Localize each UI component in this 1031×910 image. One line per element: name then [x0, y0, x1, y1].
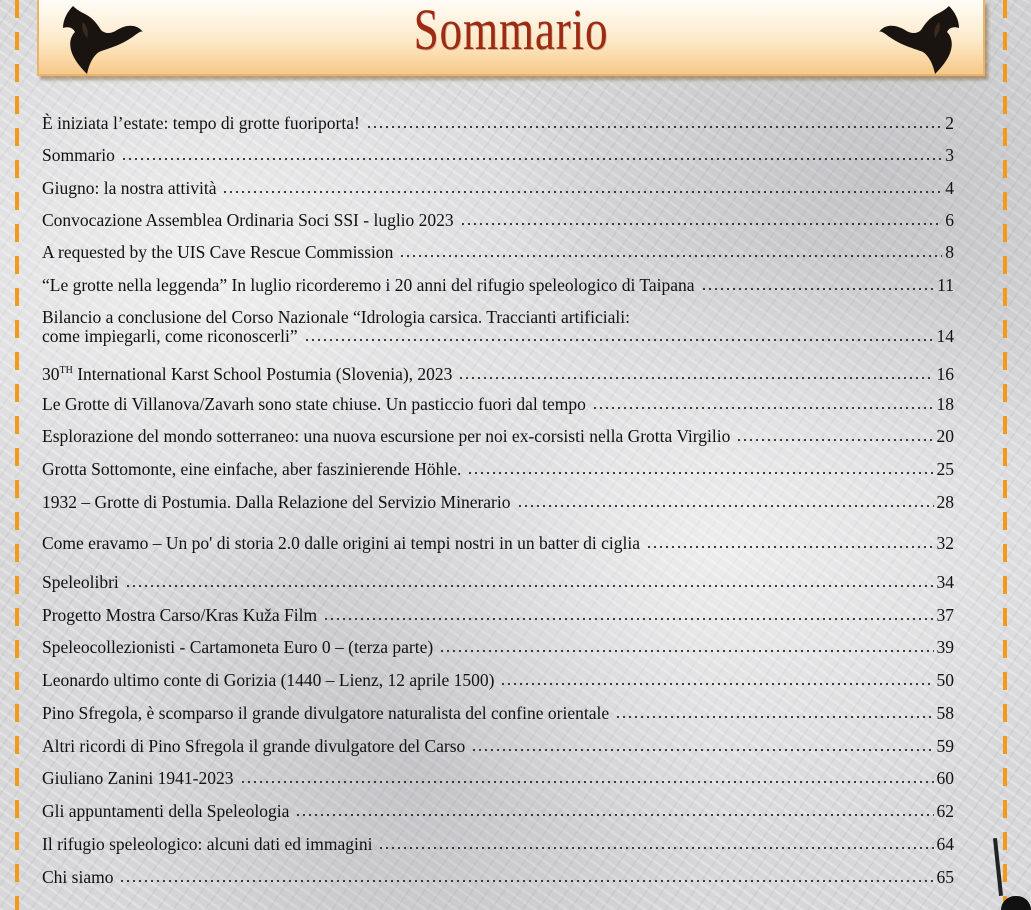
- toc-entry-page: 64: [936, 834, 954, 854]
- toc-entry-page: 20: [936, 426, 954, 446]
- toc-entry-title: Sommario: [42, 145, 115, 165]
- toc-entry[interactable]: [42, 604, 954, 626]
- toc-leader-dots: [295, 803, 933, 817]
- page-title: Sommario: [413, 0, 609, 62]
- toc-entry[interactable]: [42, 177, 954, 199]
- toc-leader-dots: [701, 277, 935, 291]
- toc-leader-dots: [121, 147, 942, 161]
- bat-icon: [879, 2, 969, 78]
- toc-entry[interactable]: [42, 636, 954, 658]
- toc-entry-title: Giuliano Zanini 1941-2023: [42, 768, 234, 788]
- toc-entry[interactable]: [42, 833, 954, 855]
- toc-entry-page: 11: [937, 275, 954, 295]
- toc-entry[interactable]: [42, 209, 954, 231]
- toc-entry-page: 34: [936, 572, 954, 592]
- toc-entry-page: 25: [936, 459, 954, 479]
- toc-leader-dots: [378, 836, 933, 850]
- toc-entry-page: 2: [945, 113, 954, 133]
- toc-entry-title: Esplorazione del mondo sotterraneo: una nuova escursione per noi ex-corsisti nella Grotta Virgilio: [42, 426, 731, 446]
- toc-entry[interactable]: [42, 307, 954, 345]
- toc-entry-title: Grotta Sottomonte, eine einfache, aber faszinierende Höhle.: [42, 459, 462, 479]
- toc-leader-dots: [471, 738, 933, 752]
- toc-entry-page: 50: [936, 670, 954, 690]
- toc-entry-title: Il rifugio speleologico: alcuni dati ed immagini: [42, 834, 373, 854]
- toc-leader-dots: [460, 212, 943, 226]
- toc-entry[interactable]: [42, 274, 954, 296]
- toc-entry-title: Altri ricordi di Pino Sfregola il grande divulgatore del Carso: [42, 736, 466, 756]
- toc-entry-continuation: [42, 327, 954, 345]
- toc-entry-page: 6: [945, 210, 954, 230]
- toc-entry-page: 37: [936, 605, 954, 625]
- toc-entry-title: Leonardo ultimo conte di Gorizia (1440 – Lienz, 12 aprile 1500): [42, 670, 495, 690]
- toc-entry-title: Giugno: la nostra attività: [42, 178, 217, 198]
- toc-entry[interactable]: [42, 491, 954, 513]
- toc-entry-title: Convocazione Assemblea Ordinaria Soci SSI - luglio 2023: [42, 210, 454, 230]
- toc-entry[interactable]: [42, 866, 954, 888]
- page-header: [37, 0, 985, 76]
- toc-leader-dots: [222, 180, 942, 194]
- toc-entry-title-superscript: TH: [59, 365, 73, 376]
- toc-entry[interactable]: [42, 393, 954, 415]
- toc-entry-title: Speleocollezionisti - Cartamoneta Euro 0 – (terza parte): [42, 637, 434, 657]
- toc-entry-title: Bilancio a conclusione del Corso Nazionale “Idrologia carsica. Traccianti artificiali:: [42, 307, 630, 327]
- toc-entry[interactable]: [42, 735, 954, 757]
- toc-entry[interactable]: [42, 767, 954, 789]
- toc-entry-page: 18: [936, 394, 954, 414]
- toc-entry-title: Le Grotte di Villanova/Zavarh sono state chiuse. Un pasticcio fuori dal tempo: [42, 394, 586, 414]
- toc-leader-dots: [399, 244, 942, 258]
- toc-entry-page: 28: [936, 492, 954, 512]
- toc-entry-title: 1932 – Grotte di Postumia. Dalla Relazione del Servizio Minerario: [42, 492, 511, 512]
- toc-entry-title: A requested by the UIS Cave Rescue Commission: [42, 242, 394, 262]
- toc-entry-title: Speleolibri: [42, 572, 119, 592]
- toc-leader-dots: [500, 672, 933, 686]
- toc-entry-page: 32: [936, 533, 954, 553]
- toc-entry-page: 14: [936, 326, 954, 346]
- toc-entry-page: 62: [936, 801, 954, 821]
- right-orange-dashed-border: [1003, 0, 1007, 910]
- toc-leader-dots: [458, 366, 933, 380]
- toc-entry-title: Come eravamo – Un po' di storia 2.0 dalle origini ai tempi nostri in un batter di ciglia: [42, 533, 641, 553]
- toc-leader-dots: [125, 574, 934, 588]
- toc-entry-title: Gli appuntamenti della Speleologia: [42, 801, 290, 821]
- toc-entry-page: 59: [936, 736, 954, 756]
- toc-entry-title: Progetto Mostra Carso/Kras Kuža Film: [42, 605, 318, 625]
- toc-leader-dots: [736, 428, 933, 442]
- toc-leader-dots: [240, 770, 934, 784]
- toc-leader-dots: [615, 705, 933, 719]
- toc-entry[interactable]: [42, 112, 954, 134]
- toc-entry[interactable]: [42, 425, 954, 447]
- toc-entry-page: 16: [936, 364, 954, 384]
- toc-entry[interactable]: [42, 669, 954, 691]
- toc-entry-page: 8: [945, 242, 954, 262]
- toc-entry-page: 60: [936, 768, 954, 788]
- toc-leader-dots: [366, 115, 942, 129]
- toc-entry-page: 3: [945, 145, 954, 165]
- toc-entry[interactable]: [42, 571, 954, 593]
- toc-entry[interactable]: [42, 360, 954, 385]
- toc-leader-dots: [304, 328, 934, 342]
- toc-entry-title-text: International Karst School Postumia (Slovenia), 2023: [77, 364, 453, 384]
- toc-entry[interactable]: [42, 532, 954, 554]
- toc-leader-dots: [467, 461, 933, 475]
- toc-entry[interactable]: [42, 800, 954, 822]
- toc-entry-page: 4: [945, 178, 954, 198]
- toc-entry-page: 65: [936, 867, 954, 887]
- toc-entry[interactable]: [42, 458, 954, 480]
- toc-entry-title: È iniziata l’estate: tempo di grotte fuoriporta!: [42, 113, 360, 133]
- toc-entry[interactable]: [42, 144, 954, 166]
- toc-entry-page: 58: [936, 703, 954, 723]
- toc-leader-dots: [439, 639, 933, 653]
- page-curl-corner: [1001, 896, 1031, 910]
- page-curl-edge: [993, 838, 1003, 896]
- toc-entry-page: 39: [936, 637, 954, 657]
- toc-entry-title: “Le grotte nella leggenda” In luglio ricorderemo i 20 anni del rifugio speleologico di Taipana: [42, 275, 695, 295]
- toc-entry-title: Chi siamo: [42, 867, 114, 887]
- toc-leader-dots: [646, 535, 933, 549]
- toc-entry-title-number: 30: [42, 364, 60, 384]
- toc-entry-title: [42, 360, 452, 385]
- left-orange-dashed-border: [15, 0, 19, 910]
- toc-entry[interactable]: [42, 702, 954, 724]
- toc-entry-title-continued: come impiegarli, come riconoscerli”: [42, 326, 298, 346]
- toc-leader-dots: [323, 607, 933, 621]
- toc-leader-dots: [592, 396, 934, 410]
- toc-leader-dots: [119, 869, 933, 883]
- toc-entry[interactable]: [42, 241, 954, 263]
- toc-leader-dots: [517, 494, 934, 508]
- toc-entry-title: Pino Sfregola, è scomparso il grande divulgatore naturalista del confine orientale: [42, 703, 610, 723]
- bat-icon: [53, 2, 143, 78]
